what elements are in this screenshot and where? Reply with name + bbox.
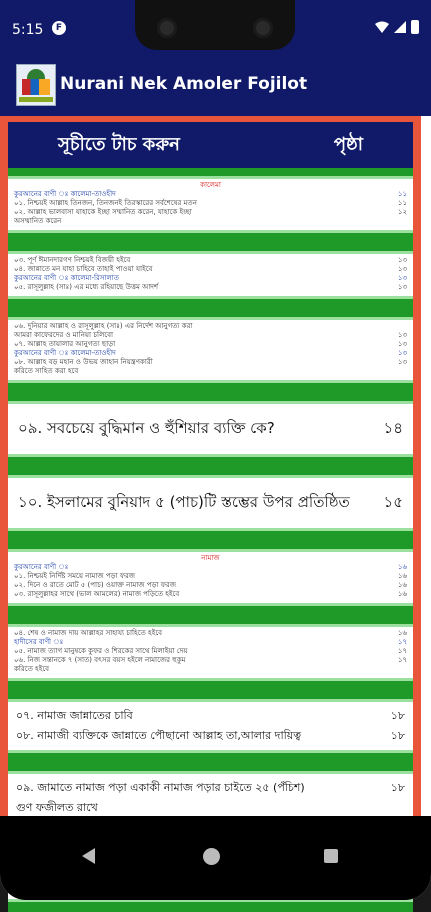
card-bottom-border bbox=[8, 902, 413, 912]
toc-card[interactable] bbox=[8, 467, 413, 541]
toc-line-page: ১৩ bbox=[397, 340, 407, 348]
toc-entry-page: ১৪ bbox=[383, 418, 403, 437]
toc-line bbox=[14, 199, 407, 208]
toc-line-text: ০৩. পূর্ণ ঈমানদারগণ নিশ্চয়ই বিজয়ী হইবে bbox=[14, 256, 131, 264]
toc-line bbox=[14, 638, 407, 647]
toc-line bbox=[14, 265, 407, 274]
toc-line bbox=[14, 358, 407, 367]
card-top-border bbox=[8, 309, 413, 317]
card-top-border bbox=[8, 393, 413, 401]
toc-card[interactable] bbox=[8, 243, 413, 309]
toc-line-text: ০৮. আল্লাহ বড় মহান ও উভয় জাহান নিয়ন্ত্রণকারী bbox=[14, 358, 153, 366]
toc-line bbox=[14, 629, 407, 638]
card-bottom-border bbox=[8, 753, 413, 763]
list-header bbox=[8, 122, 413, 168]
toc-list[interactable] bbox=[8, 168, 413, 814]
toc-entry-page: ১৫ bbox=[383, 492, 403, 511]
toc-line bbox=[14, 656, 407, 665]
logo-bars-icon bbox=[22, 79, 50, 95]
toc-line-text: অসম্মানিত করেন bbox=[14, 217, 62, 225]
toc-line-page: ১৬ bbox=[397, 563, 407, 571]
toc-line-text: ০৬. দুনিয়ার আল্লাহ ও রাসূলুল্লাহ (সাঃ) এর নির্দেশ আনুগত্য করা bbox=[14, 322, 193, 330]
toc-line bbox=[14, 217, 407, 226]
card-lines bbox=[8, 254, 413, 296]
toc-line-page: ১৩ bbox=[397, 274, 407, 282]
toc-entry bbox=[8, 404, 413, 454]
toc-line-text: ০৪. শেষ ও নামাজ দায় আল্লাহর সাহায্য চাহিতে হইবে bbox=[14, 629, 163, 637]
toc-line-text: ০৫. রাসূলুল্লাহ (সাঃ) এর মধ্যে রহিয়াছে উত্তম আদর্শ bbox=[14, 283, 159, 291]
status-time: 5:15 bbox=[12, 22, 44, 38]
toc-line-page: ১৮ bbox=[390, 729, 405, 742]
toc-line-page bbox=[403, 367, 407, 376]
toc-line-text: নামাজ bbox=[201, 554, 220, 562]
toc-line bbox=[8, 726, 413, 746]
toc-line bbox=[14, 563, 407, 572]
logo-dome-icon bbox=[27, 69, 45, 79]
toc-line-text: ০৩. রাসূলুল্লাহর সাথে (ভাল আমলের) নামাজ পড়িতে হইবে bbox=[14, 590, 180, 598]
toc-line-text: কুরআনের বাণী ঃ কালেমা-রিসালাত bbox=[14, 274, 119, 282]
notification-icon: F bbox=[52, 21, 66, 35]
toc-line-page: ১১ bbox=[397, 199, 407, 207]
toc-line-page: ১১ bbox=[397, 190, 407, 198]
toc-line-page bbox=[403, 665, 407, 674]
app-bar bbox=[0, 58, 431, 116]
toc-line-page: ১৩ bbox=[397, 283, 407, 291]
toc-line bbox=[14, 367, 407, 376]
toc-line bbox=[14, 665, 407, 674]
navigation-bar bbox=[0, 816, 431, 900]
toc-line-text: ০৮. নামাজী ব্যক্তিকে জান্নাতে পৌছানো আল্লাহ তা,আলার দায়িত্ব bbox=[16, 729, 302, 742]
toc-line-page: ১৮ bbox=[390, 781, 405, 794]
toc-card[interactable] bbox=[8, 168, 413, 243]
toc-line-page: ১৭ bbox=[397, 656, 407, 664]
toc-line-page: ১৩ bbox=[397, 349, 407, 357]
toc-line-page: ১৬ bbox=[397, 629, 407, 637]
card-bottom-border bbox=[8, 531, 413, 541]
toc-line bbox=[14, 340, 407, 349]
toc-entry-title: ১০. ইসলামের বুনিয়াদ ৫ (পাচ)টি স্তম্ভের উপর প্রতিষ্ঠিত bbox=[18, 492, 350, 511]
toc-line bbox=[14, 256, 407, 265]
home-icon[interactable] bbox=[203, 848, 220, 865]
card-bottom-border bbox=[8, 606, 413, 616]
sensor-icon bbox=[253, 18, 273, 38]
header-page-label: পৃষ্ঠা bbox=[333, 133, 363, 155]
toc-line bbox=[8, 778, 413, 798]
toc-card[interactable] bbox=[8, 616, 413, 691]
app-logo bbox=[16, 64, 56, 106]
toc-line-page: ১৬ bbox=[397, 572, 407, 580]
signal-icon bbox=[394, 21, 406, 33]
camera-notch bbox=[135, 0, 295, 50]
card-bottom-border bbox=[8, 681, 413, 691]
card-bottom-border bbox=[8, 457, 413, 467]
toc-card[interactable] bbox=[8, 309, 413, 393]
wifi-icon bbox=[375, 21, 389, 33]
toc-line-text: ০১. নিশ্চয়ই নির্দিষ্ট সময়ে নামাজ পড়া ফরজ bbox=[14, 572, 136, 580]
toc-line-page: ১২ bbox=[397, 208, 407, 216]
toc-line-page: ১৭ bbox=[397, 647, 407, 655]
toc-line bbox=[8, 706, 413, 726]
card-bottom-border bbox=[8, 233, 413, 243]
status-icons bbox=[375, 20, 419, 34]
toc-entry-title: ০৯. সবচেয়ে বুদ্ধিমান ও হুঁশিয়ার ব্যক্তি কে? bbox=[18, 418, 275, 437]
toc-line-page: ১৮ bbox=[390, 709, 405, 722]
toc-line-page: ১৩ bbox=[397, 265, 407, 273]
toc-line bbox=[14, 283, 407, 292]
toc-line-page: ১৬ bbox=[397, 581, 407, 589]
toc-line bbox=[14, 554, 407, 563]
card-bottom-border bbox=[8, 383, 413, 393]
toc-line-text: ০১. নিশ্চয়ই আল্লাহ তিনজন, তিনজনই তিরস্কারের সর্বশেষের মতন bbox=[14, 199, 197, 207]
toc-line-text: কালেমা bbox=[200, 181, 221, 189]
toc-line-text: ০২. আল্লাহ ভালবাসা যাহাকে ইচ্ছা সম্মানিত করেন, যাহাকে ইচ্ছা bbox=[14, 208, 192, 216]
toc-card[interactable] bbox=[8, 393, 413, 467]
toc-line bbox=[14, 647, 407, 656]
toc-line bbox=[14, 581, 407, 590]
card-top-border bbox=[8, 691, 413, 699]
logo-caption-icon bbox=[19, 97, 53, 102]
toc-line-text: কুরআনের বাণী ঃ bbox=[14, 563, 69, 571]
toc-line bbox=[14, 274, 407, 283]
battery-icon bbox=[411, 20, 419, 34]
toc-line bbox=[8, 798, 413, 818]
toc-line-text: ০৫. নামাজ ত্যাগ মানুষকে কুফর ও শিরকের সাথে মিলাইয়া দেয় bbox=[14, 647, 188, 655]
toc-line bbox=[14, 331, 407, 340]
toc-line-text: ০৯. জামাতে নামাজ পড়া একাকী নামাজ পড়ার চাইতে ২৫ (পঁচিশ) bbox=[16, 781, 305, 794]
toc-line-text: গুণ ফজীলত রাখে bbox=[16, 801, 98, 814]
toc-line-text: হাদীসের বাণী ঃ bbox=[14, 638, 64, 646]
card-lines bbox=[8, 320, 413, 380]
toc-line-page: ১৭ bbox=[397, 638, 407, 646]
card-top-border bbox=[8, 243, 413, 251]
toc-entry bbox=[8, 478, 413, 528]
toc-line-page: ১৩ bbox=[397, 331, 407, 339]
toc-card[interactable] bbox=[8, 541, 413, 616]
card-lines bbox=[8, 179, 413, 230]
recents-icon[interactable] bbox=[324, 849, 338, 863]
camera-icon bbox=[157, 18, 177, 38]
toc-line bbox=[14, 349, 407, 358]
toc-line-page bbox=[403, 217, 407, 226]
header-touch-label: সূচীতে টাচ করুন bbox=[58, 133, 180, 155]
card-lines bbox=[8, 552, 413, 603]
toc-line-text: করিতে সাহিত করা হবে bbox=[14, 367, 79, 375]
toc-line bbox=[14, 208, 407, 217]
toc-line-page bbox=[403, 322, 407, 331]
back-icon[interactable] bbox=[82, 848, 95, 864]
card-top-border bbox=[8, 616, 413, 624]
toc-line-text: ০৪. জান্নাতে মন যাহা চাহিবে তাহাই পাওয়া যাইবে bbox=[14, 265, 153, 273]
toc-card[interactable] bbox=[8, 691, 413, 763]
toc-line-page: ১৩ bbox=[397, 358, 407, 366]
toc-line-page: ১৬ bbox=[397, 590, 407, 598]
toc-line bbox=[14, 322, 407, 331]
card-top-border bbox=[8, 168, 413, 176]
toc-line bbox=[14, 190, 407, 199]
toc-line-text: কুরআনের বাণী ঃ কালেমা-তাওহীদ bbox=[14, 349, 116, 357]
toc-line bbox=[14, 590, 407, 599]
toc-line-text: কুরআনের বাণী ঃ কালেমা-তাওহীদ bbox=[14, 190, 116, 198]
toc-line bbox=[14, 572, 407, 581]
card-top-border bbox=[8, 467, 413, 475]
toc-line-text: ০২. দিনে ও রাতে মোট ৫ (পাচ) ওয়াক্ত নামাজ পড়া ফরজ bbox=[14, 581, 176, 589]
toc-line-text: ০৭. নামাজ জান্নাতের চাবি bbox=[16, 709, 133, 722]
card-top-border bbox=[8, 763, 413, 771]
content-frame bbox=[0, 116, 421, 816]
card-lines bbox=[8, 627, 413, 678]
card-lines bbox=[8, 702, 413, 750]
card-bottom-border bbox=[8, 299, 413, 309]
app-title: Nurani Nek Amoler Fojilot bbox=[60, 74, 308, 94]
toc-line-text: ০৬. নিজ সন্তানকে ৭ (সাত) বৎসর বয়স হইলে নামাজের হুকুম bbox=[14, 656, 186, 664]
toc-line-text: ০৭. আল্লাহ তায়ালার আনুগত্য ছাড়া bbox=[14, 340, 116, 348]
toc-line bbox=[14, 181, 407, 190]
card-top-border bbox=[8, 541, 413, 549]
toc-line-text: করিতে হইবে bbox=[14, 665, 50, 673]
toc-line-page: ১৩ bbox=[397, 256, 407, 264]
toc-line-text: আমরা কাফেরদের ও মানিয়া চলিবো bbox=[14, 331, 114, 339]
status-bar bbox=[0, 0, 431, 58]
